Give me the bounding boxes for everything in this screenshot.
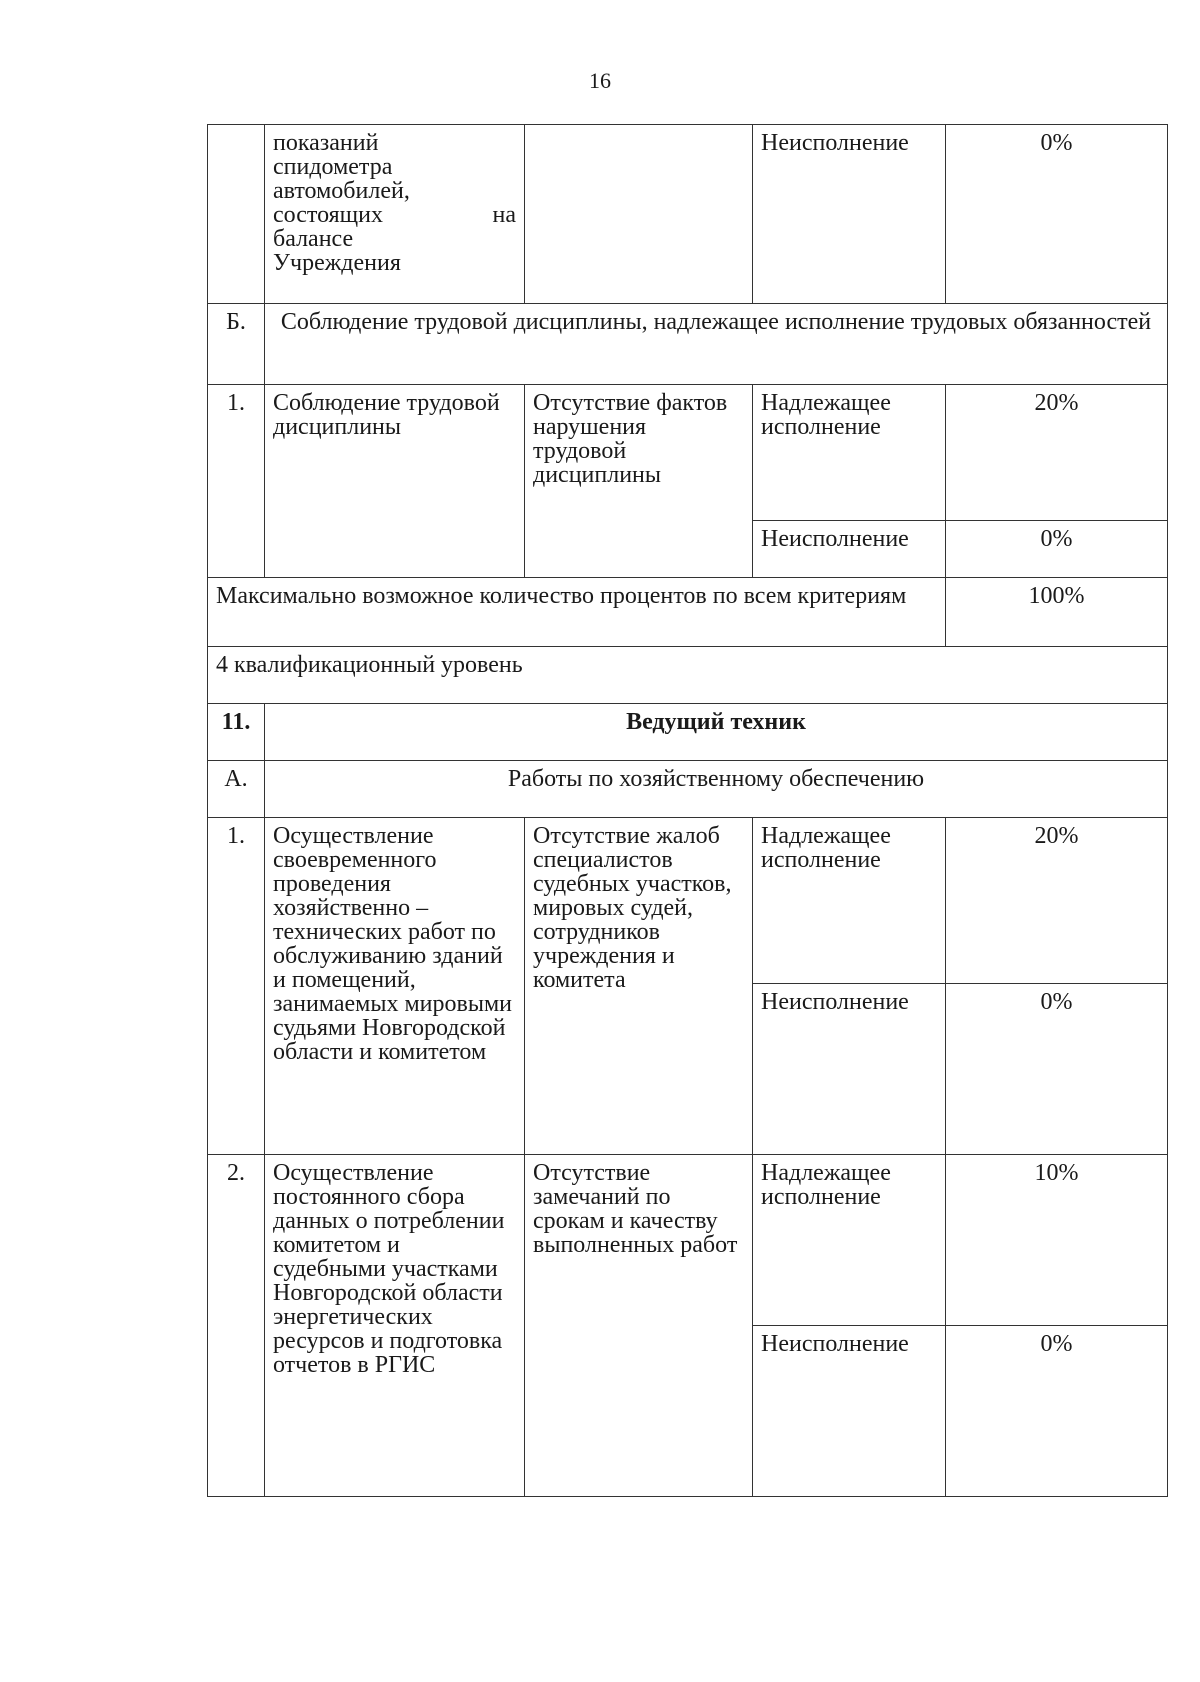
qualification-label: 4 квалификационный уровень — [208, 647, 1168, 704]
criterion-word: состоящих — [273, 202, 383, 228]
section-row — [208, 761, 1168, 818]
section-row — [208, 304, 1168, 385]
evaluation-cell: Неисполнение — [753, 125, 946, 304]
table-row — [208, 125, 1168, 304]
percent-cell: 20% — [946, 385, 1168, 521]
section-title: Работы по хозяйственному обеспечению — [265, 761, 1168, 818]
percent-cell: 0% — [946, 125, 1168, 304]
position-row — [208, 704, 1168, 761]
percent-cell: 0% — [946, 521, 1168, 578]
criterion-line: спидометра — [273, 154, 393, 180]
evaluation-cell: Неисполнение — [753, 984, 946, 1155]
criterion-line: балансе — [273, 226, 354, 252]
number-cell — [208, 125, 265, 304]
evaluation-cell: Неисполнение — [753, 1326, 946, 1497]
position-number: 11. — [208, 704, 265, 761]
indicator-cell: Отсутствие замечаний по срокам и качеству выполненных работ — [525, 1155, 753, 1497]
total-label: Максимально возможное количество процентов по всем критериям — [208, 578, 946, 647]
indicator-cell: Отсутствие жалоб специалистов судебных участков, мировых судей, сотрудников учреждения и комитета — [525, 818, 753, 1155]
number-cell: 1. — [208, 385, 265, 578]
criterion-cell: Осуществление своевременного проведения хозяйственно – технических работ по обслуживанию зданий и помещений, занимаемых мировыми судьями Новгородской области и комитетом — [265, 818, 525, 1155]
criterion-cell: Соблюдение трудовой дисциплины — [265, 385, 525, 578]
criterion-line: показаний — [273, 130, 379, 156]
page-number: 16 — [589, 68, 611, 93]
evaluation-cell: Надлежащее исполнение — [753, 385, 946, 521]
evaluation-cell: Надлежащее исполнение — [753, 818, 946, 984]
percent-cell: 10% — [946, 1155, 1168, 1326]
criterion-line: автомобилей, — [273, 178, 410, 204]
criterion-spread-line — [273, 203, 516, 227]
indicator-cell: Отсутствие фактов нарушения трудовой дисциплины — [525, 385, 753, 578]
position-title: Ведущий техник — [265, 704, 1168, 761]
criterion-cell: Осуществление постоянного сбора данных о потреблении комитетом и судебными участками Новгородской области энергетических ресурсов и подготовка отчетов в РГИС — [265, 1155, 525, 1497]
total-percent: 100% — [946, 578, 1168, 647]
percent-cell: 20% — [946, 818, 1168, 984]
table-row — [208, 1155, 1168, 1326]
percent-cell: 0% — [946, 984, 1168, 1155]
table-row — [208, 818, 1168, 984]
evaluation-cell: Неисполнение — [753, 521, 946, 578]
table-row — [208, 385, 1168, 521]
evaluation-cell: Надлежащее исполнение — [753, 1155, 946, 1326]
criterion-word: на — [492, 202, 516, 228]
number-cell: 2. — [208, 1155, 265, 1497]
qualification-row — [208, 647, 1168, 704]
criteria-table — [207, 124, 1168, 1497]
number-cell: 1. — [208, 818, 265, 1155]
section-title: Соблюдение трудовой дисциплины, надлежащее исполнение трудовых обязанностей — [265, 304, 1168, 385]
percent-cell: 0% — [946, 1326, 1168, 1497]
total-row — [208, 578, 1168, 647]
section-label: Б. — [208, 304, 265, 385]
section-label: А. — [208, 761, 265, 818]
indicator-cell — [525, 125, 753, 304]
criterion-cell — [265, 125, 525, 304]
criterion-line: Учреждения — [273, 250, 401, 276]
